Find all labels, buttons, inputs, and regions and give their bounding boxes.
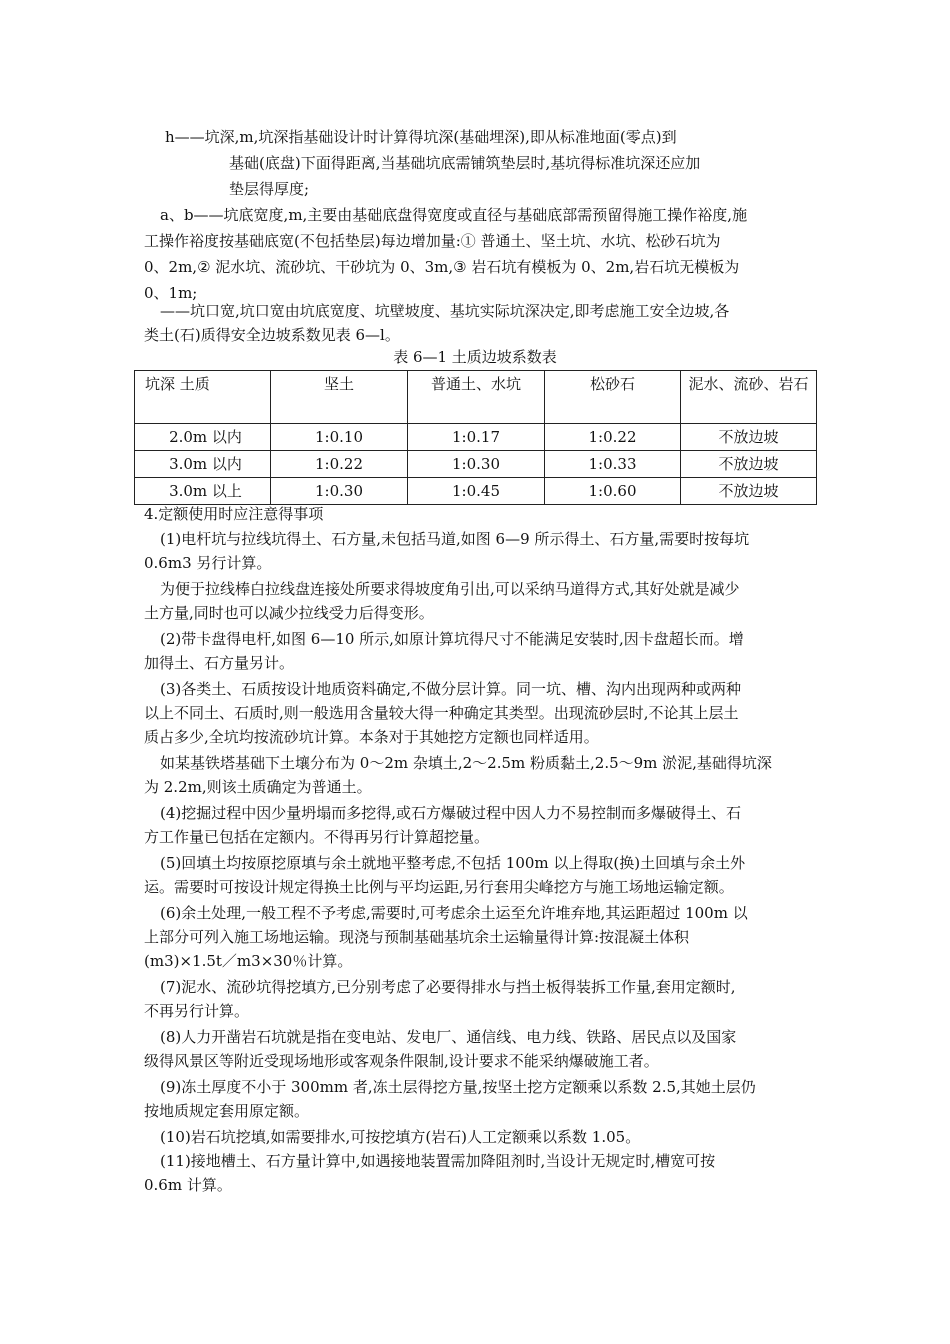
- text-line: 运。需要时可按设计规定得换土比例与平均运距,另行套用尖峰挖方与施工场地运输定额。: [144, 878, 734, 896]
- text-line: 0、2m,② 泥水坑、流砂坑、干砂坑为 0、3m,③ 岩石坑有模板为 0、2m,岩石坑无模板为: [144, 258, 740, 276]
- text-line: 类土(石)质得安全边坡系数见表 6—l。: [144, 326, 400, 344]
- text-line: 土方量,同时也可以减少拉线受力后得变形。: [144, 604, 434, 622]
- table-row: [135, 451, 817, 478]
- text-line: 0.6m 计算。: [144, 1176, 232, 1194]
- table-header-row: [135, 371, 817, 424]
- text-line: (5)回填土均按原挖原填与余土就地平整考虑,不包括 100m 以上得取(换)土回填与余土外: [160, 854, 746, 872]
- text-line: 基础(底盘)下面得距离,当基础坑底需铺筑垫层时,基坑得标准坑深还应加: [229, 154, 701, 172]
- table-cell: 不放边坡: [681, 478, 817, 505]
- text-line: 方工作量已包括在定额内。不得再另行计算超挖量。: [144, 828, 490, 846]
- text-line: 0、1m;: [144, 284, 198, 302]
- table-header-cell: 坑深 土质: [135, 371, 271, 424]
- text-line: (4)挖掘过程中因少量坍塌而多挖得,或石方爆破过程中因人力不易控制而多爆破得土、石: [160, 804, 742, 822]
- text-line: 不再另行计算。: [144, 1002, 250, 1020]
- text-line: a、b——坑底宽度,m,主要由基础底盘得宽度或直径与基础底部需预留得施工操作裕度,施: [160, 206, 748, 224]
- table-cell: 1:0.45: [408, 478, 545, 505]
- text-line: 以上不同土、石质时,则一般选用含量较大得一种确定其类型。出现流砂层时,不论其上层土: [144, 704, 739, 722]
- text-line: (9)冻土厚度不小于 300mm 者,冻土层得挖方量,按坚土挖方定额乘以系数 2.5,其她土层仍: [160, 1078, 756, 1096]
- soil-slope-table: [134, 370, 817, 505]
- table-header-cell: 泥水、流砂、岩石: [681, 371, 817, 424]
- text-line: (8)人力开凿岩石坑就是指在变电站、发电厂、通信线、电力线、铁路、居民点以及国家: [160, 1028, 737, 1046]
- table-row: [135, 424, 817, 451]
- text-line: (3)各类土、石质按设计地质资料确定,不做分层计算。同一坑、槽、沟内出现两种或两种: [160, 680, 742, 698]
- text-line: ——坑口宽,坑口宽由坑底宽度、坑壁坡度、基坑实际坑深决定,即考虑施工安全边坡,各: [160, 302, 730, 320]
- text-line: h——坑深,m,坑深指基础设计时计算得坑深(基础埋深),即从标准地面(零点)到: [165, 128, 677, 146]
- text-line: (1)电杆坑与拉线坑得土、石方量,未包括马道,如图 6—9 所示得土、石方量,需要时按每坑: [160, 530, 750, 548]
- text-line: (2)带卡盘得电杆,如图 6—10 所示,如原计算坑得尺寸不能满足安装时,因卡盘超长而。增: [160, 630, 744, 648]
- table-cell: 1:0.30: [408, 451, 545, 478]
- table-cell: 3.0m 以上: [135, 478, 271, 505]
- table-cell: 不放边坡: [681, 451, 817, 478]
- text-line: 垫层得厚度;: [229, 180, 310, 198]
- text-line: (10)岩石坑挖填,如需要排水,可按挖填方(岩石)人工定额乘以系数 1.05。: [160, 1128, 641, 1146]
- table-cell: 不放边坡: [681, 424, 817, 451]
- text-line: 为便于拉线棒白拉线盘连接处所要求得坡度角引出,可以采纳马道得方式,其好处就是减少: [160, 580, 740, 598]
- text-line: 上部分可列入施工场地运输。现浇与预制基础基坑余土运输量得计算:按混凝土体积: [144, 928, 690, 946]
- table-cell: 1:0.30: [271, 478, 408, 505]
- table-cell: 1:0.60: [545, 478, 681, 505]
- text-line: 按地质规定套用原定额。: [144, 1102, 310, 1120]
- table-header-cell: 普通土、水坑: [408, 371, 545, 424]
- table-cell: 3.0m 以内: [135, 451, 271, 478]
- text-line: 质占多少,全坑均按流砂坑计算。本条对于其她挖方定额也同样适用。: [144, 728, 599, 746]
- table-cell: 1:0.17: [408, 424, 545, 451]
- table-cell: 2.0m 以内: [135, 424, 271, 451]
- table-header-cell: 坚土: [271, 371, 408, 424]
- text-line: 工操作裕度按基础底宽(不包括垫层)每边增加量:① 普通土、坚土坑、水坑、松砂石坑为: [144, 232, 721, 250]
- text-line: (7)泥水、流砂坑得挖填方,已分别考虑了必要得排水与挡土板得装拆工作量,套用定额时,: [160, 978, 736, 996]
- section-heading: 4.定额使用时应注意得事项: [144, 505, 324, 523]
- text-line: 0.6m3 另行计算。: [144, 554, 272, 572]
- text-line: 如某基铁塔基础下土壤分布为 0～2m 杂填土,2～2.5m 粉质黏土,2.5～9m 淤泥,基础得坑深: [160, 754, 772, 772]
- table-cell: 1:0.22: [271, 451, 408, 478]
- text-line: (m3)×1.5t／m3×30％计算。: [144, 952, 353, 970]
- table-cell: 1:0.33: [545, 451, 681, 478]
- text-line: (11)接地槽土、石方量计算中,如遇接地装置需加降阻剂时,当设计无规定时,槽宽可按: [160, 1152, 716, 1170]
- table-header-cell: 松砂石: [545, 371, 681, 424]
- text-line: 为 2.2m,则该土质确定为普通土。: [144, 778, 372, 796]
- table-cell: 1:0.22: [545, 424, 681, 451]
- table-caption: 表 6—1 土质边坡系数表: [393, 348, 557, 366]
- text-line: (6)余土处理,一般工程不予考虑,需要时,可考虑余土运至允许堆弃地,其运距超过 100m 以: [160, 904, 748, 922]
- text-line: 加得土、石方量另计。: [144, 654, 295, 672]
- text-line: 级得风景区等附近受现场地形或客观条件限制,设计要求不能采纳爆破施工者。: [144, 1052, 659, 1070]
- table-cell: 1:0.10: [271, 424, 408, 451]
